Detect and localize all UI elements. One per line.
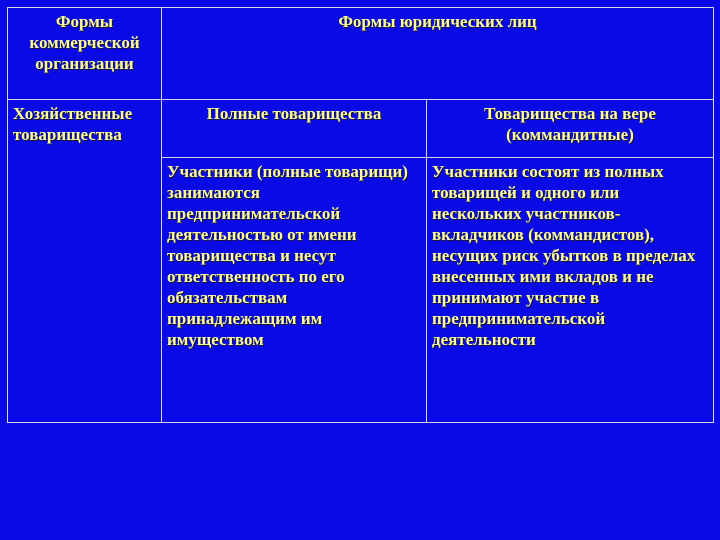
table-subheader-row	[8, 100, 714, 158]
legal-entity-forms-table	[7, 7, 714, 423]
subheader-limited-partnerships: Товарищества на вере (коммандитные)	[427, 100, 714, 158]
limited-partnership-description: Участники состоят из полных товарищей и одного или нескольких участников-вкладчиков (коммандистов), несущих риск убытков в пределах внесенных ими вкладов и не принимают участие в предпринимательской деятельности	[427, 158, 714, 423]
header-legal-entity-forms: Формы юридических лиц	[162, 8, 714, 100]
table-header-row	[8, 8, 714, 100]
header-commercial-org-forms: Формы коммерческой организации	[8, 8, 162, 100]
row-label-business-partnerships: Хозяйственные товарищества	[8, 100, 162, 423]
subheader-general-partnerships: Полные товарищества	[162, 100, 427, 158]
general-partnership-description: Участники (полные товарищи) занимаются предпринимательской деятельностью от имени товарищества и несут ответственность по его обязательствам принадлежащим им имуществом	[162, 158, 427, 423]
